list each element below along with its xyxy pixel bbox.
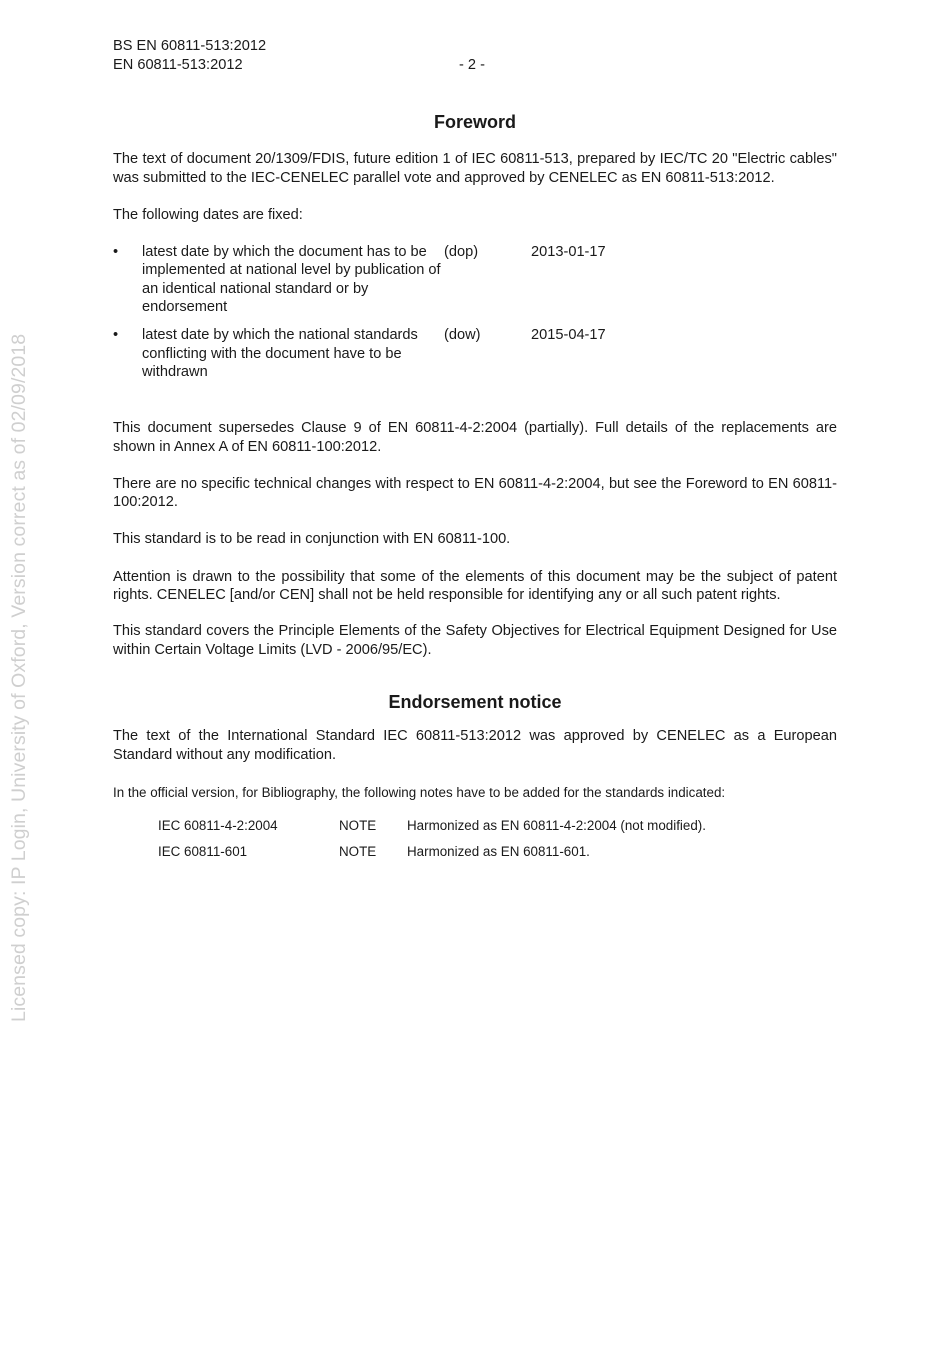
note-text: Harmonized as EN 60811-601. xyxy=(407,844,590,860)
technical-changes-paragraph: There are no specific technical changes with respect to EN 60811-4-2:2004, but see the Foreword to EN 60811-100:2012. xyxy=(113,475,837,511)
date-value: 2015-04-17 xyxy=(531,327,606,344)
list-item xyxy=(158,817,837,835)
note-standard: IEC 60811-601 xyxy=(158,844,248,860)
date-description: latest date by which the document has to be implemented at national level by publication of an identical national standard or by endorsement xyxy=(142,244,441,316)
foreword-heading: Foreword xyxy=(433,112,516,132)
bibliography-notes xyxy=(113,817,837,862)
endorsement-heading: Endorsement notice xyxy=(388,691,562,712)
note-label: NOTE xyxy=(339,844,377,860)
bullet-icon: • xyxy=(113,244,119,261)
document-body xyxy=(113,113,837,862)
list-item xyxy=(113,243,837,316)
supersedes-paragraph: This document supersedes Clause 9 of EN 60811-4-2:2004 (partially). Full details of the replacements are shown in Annex A of EN 60811-100:2012. xyxy=(113,420,837,455)
note-text: Harmonized as EN 60811-4-2:2004 (not modified). xyxy=(407,818,706,834)
list-item xyxy=(158,843,837,861)
date-code: (dow) xyxy=(444,327,481,344)
conjunction-paragraph: This standard is to be read in conjunction with EN 60811-100. xyxy=(113,531,511,548)
header-bs-reference: BS EN 60811-513:2012 xyxy=(113,38,267,54)
patent-paragraph: Attention is drawn to the possibility that some of the elements of this document may be the subject of patent rights. CENELEC [and/or CEN] shall not be held responsible for identifying any or all such patent rights. xyxy=(113,568,837,604)
date-description: latest date by which the national standards conflicting with the document have to be withdrawn xyxy=(142,327,418,380)
dates-list xyxy=(113,243,837,381)
list-item xyxy=(113,326,837,381)
page-number: - 2 - xyxy=(459,57,485,73)
bibliography-intro: In the official version, for Bibliography, the following notes have to be added for the standards indicated: xyxy=(113,784,726,800)
date-value: 2013-01-17 xyxy=(531,244,606,261)
header-en-reference: EN 60811-513:2012 xyxy=(113,57,243,73)
bullet-icon: • xyxy=(113,327,119,344)
license-watermark: Licensed copy: IP Login, University of Oxford, Version correct as of 02/09/2018 xyxy=(8,333,30,1022)
endorsement-paragraph: The text of the International Standard IEC 60811-513:2012 was approved by CENELEC as a European Standard without any modification. xyxy=(113,728,837,763)
note-label: NOTE xyxy=(339,818,377,834)
date-code: (dop) xyxy=(444,244,479,261)
foreword-intro-paragraph: The text of document 20/1309/FDIS, future edition 1 of IEC 60811-513, prepared by IEC/TC 20 "Electric cables" was submitted to the IEC-CENELEC parallel vote and approved by CENELEC as EN 60811-513:2012. xyxy=(113,151,837,186)
coverage-paragraph: This standard covers the Principle Elements of the Safety Objectives for Electrical Equipment Designed for Use within Certain Voltage Limits (LVD - 2006/95/EC). xyxy=(113,623,837,658)
note-standard: IEC 60811-4-2:2004 xyxy=(158,818,278,834)
dates-intro-paragraph: The following dates are fixed: xyxy=(113,206,303,223)
